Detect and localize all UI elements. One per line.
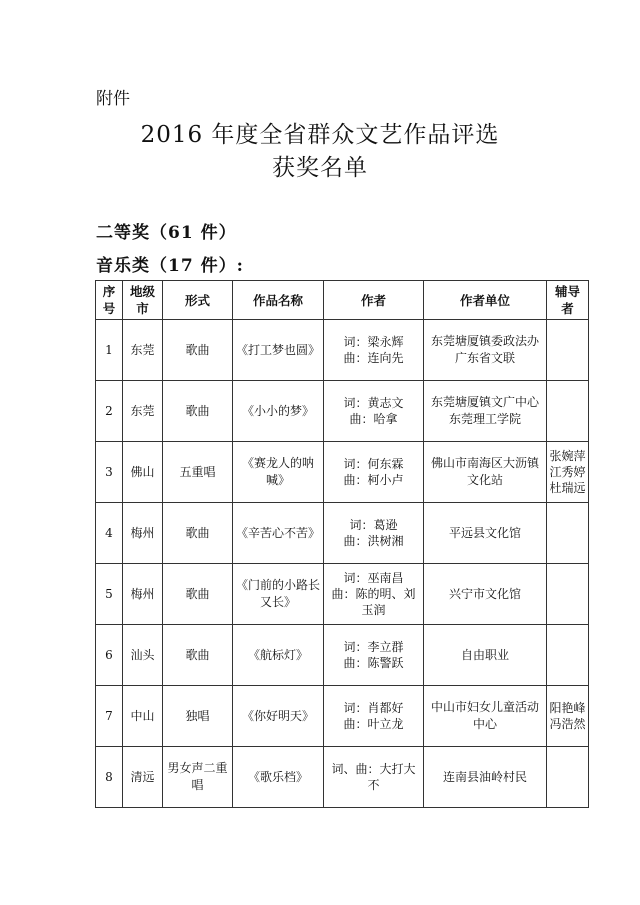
attachment-label: 附件 (96, 89, 130, 109)
cell-unit: 自由职业 (424, 625, 547, 686)
cell-form: 歌曲 (163, 625, 233, 686)
cell-city: 中山 (123, 686, 163, 747)
cell-no: 7 (96, 686, 123, 747)
cell-city: 佛山 (123, 442, 163, 503)
award-heading: 二等奖（61 件） (96, 223, 237, 243)
mentor-line: 杜瑞远 (549, 481, 586, 495)
cell-title: 《小小的梦》 (233, 381, 324, 442)
author-line: 曲：陈的明、刘玉润 (331, 587, 416, 617)
cell-form: 五重唱 (163, 442, 233, 503)
cell-no: 2 (96, 381, 123, 442)
category-heading: 音乐类（17 件）: (96, 256, 244, 276)
header-unit: 作者单位 (424, 281, 547, 320)
cell-unit: 东莞塘厦镇委政法办广东省文联 (424, 320, 547, 381)
cell-city: 梅州 (123, 503, 163, 564)
cell-unit: 平远县文化馆 (424, 503, 547, 564)
cell-form: 歌曲 (163, 564, 233, 625)
cell-author (324, 381, 424, 442)
table-row (96, 320, 589, 381)
cell-city: 清远 (123, 747, 163, 808)
author-line: 词：肖都好 (343, 701, 404, 715)
cell-mentor (547, 381, 589, 442)
cell-form: 歌曲 (163, 381, 233, 442)
table-row (96, 625, 589, 686)
cell-mentor (547, 686, 589, 747)
cell-unit: 东莞塘厦镇文广中心东莞理工学院 (424, 381, 547, 442)
cell-mentor (547, 320, 589, 381)
cell-author (324, 503, 424, 564)
mentor-line: 阳艳峰 (549, 701, 586, 715)
cell-mentor (547, 747, 589, 808)
cell-city: 东莞 (123, 381, 163, 442)
cell-mentor (547, 503, 589, 564)
cell-unit: 连南县油岭村民 (424, 747, 547, 808)
cell-mentor (547, 625, 589, 686)
mentor-line: 江秀婷 (549, 465, 586, 479)
cell-no: 5 (96, 564, 123, 625)
award-table (95, 280, 589, 808)
mentor-line: 张婉萍 (549, 449, 586, 463)
table-row (96, 381, 589, 442)
author-line: 曲：洪树湘 (343, 534, 404, 548)
cell-mentor (547, 564, 589, 625)
document-subtitle: 获奖名单 (272, 155, 368, 181)
table-header-row (96, 281, 589, 320)
cell-no: 1 (96, 320, 123, 381)
author-line: 词：黄志文 (343, 396, 404, 410)
cell-author (324, 686, 424, 747)
header-author: 作者 (324, 281, 424, 320)
author-line: 曲：哈拿 (349, 412, 398, 426)
cell-title: 《辛苦心不苦》 (233, 503, 324, 564)
header-title: 作品名称 (233, 281, 324, 320)
author-line: 曲：连向先 (343, 351, 404, 365)
cell-title: 《你好明天》 (233, 686, 324, 747)
cell-city: 梅州 (123, 564, 163, 625)
author-line: 曲：叶立龙 (343, 717, 404, 731)
cell-form: 歌曲 (163, 320, 233, 381)
cell-title: 《打工梦也圆》 (233, 320, 324, 381)
table-row (96, 442, 589, 503)
cell-author (324, 747, 424, 808)
cell-author (324, 564, 424, 625)
cell-form: 独唱 (163, 686, 233, 747)
document-title: 2016 年度全省群众文艺作品评选 (140, 122, 500, 148)
cell-title: 《门前的小路长又长》 (233, 564, 324, 625)
cell-mentor (547, 442, 589, 503)
cell-unit: 佛山市南海区大沥镇文化站 (424, 442, 547, 503)
author-line: 词、曲：大打大不 (331, 762, 416, 792)
table-row (96, 564, 589, 625)
author-line: 词：巫南昌 (343, 571, 404, 585)
header-mentor: 辅导者 (547, 281, 589, 320)
mentor-line: 冯浩然 (549, 717, 586, 731)
cell-form: 歌曲 (163, 503, 233, 564)
cell-no: 3 (96, 442, 123, 503)
cell-title: 《歌乐档》 (233, 747, 324, 808)
author-line: 词：葛逊 (349, 518, 398, 532)
cell-city: 东莞 (123, 320, 163, 381)
header-form: 形式 (163, 281, 233, 320)
author-line: 词：何东霖 (343, 457, 404, 471)
table-row (96, 503, 589, 564)
cell-author (324, 320, 424, 381)
cell-unit: 兴宁市文化馆 (424, 564, 547, 625)
cell-unit: 中山市妇女儿童活动中心 (424, 686, 547, 747)
cell-no: 6 (96, 625, 123, 686)
table-row (96, 686, 589, 747)
cell-form: 男女声二重唱 (163, 747, 233, 808)
cell-no: 4 (96, 503, 123, 564)
cell-author (324, 625, 424, 686)
cell-city: 汕头 (123, 625, 163, 686)
table-body (96, 320, 589, 808)
table-row (96, 747, 589, 808)
cell-title: 《航标灯》 (233, 625, 324, 686)
author-line: 曲：陈警跃 (343, 656, 404, 670)
header-city: 地级市 (123, 281, 163, 320)
author-line: 词：李立群 (343, 640, 404, 654)
header-no: 序号 (96, 281, 123, 320)
cell-title: 《赛龙人的呐喊》 (233, 442, 324, 503)
author-line: 曲：柯小卢 (343, 473, 404, 487)
cell-no: 8 (96, 747, 123, 808)
author-line: 词：梁永辉 (343, 335, 404, 349)
cell-author (324, 442, 424, 503)
